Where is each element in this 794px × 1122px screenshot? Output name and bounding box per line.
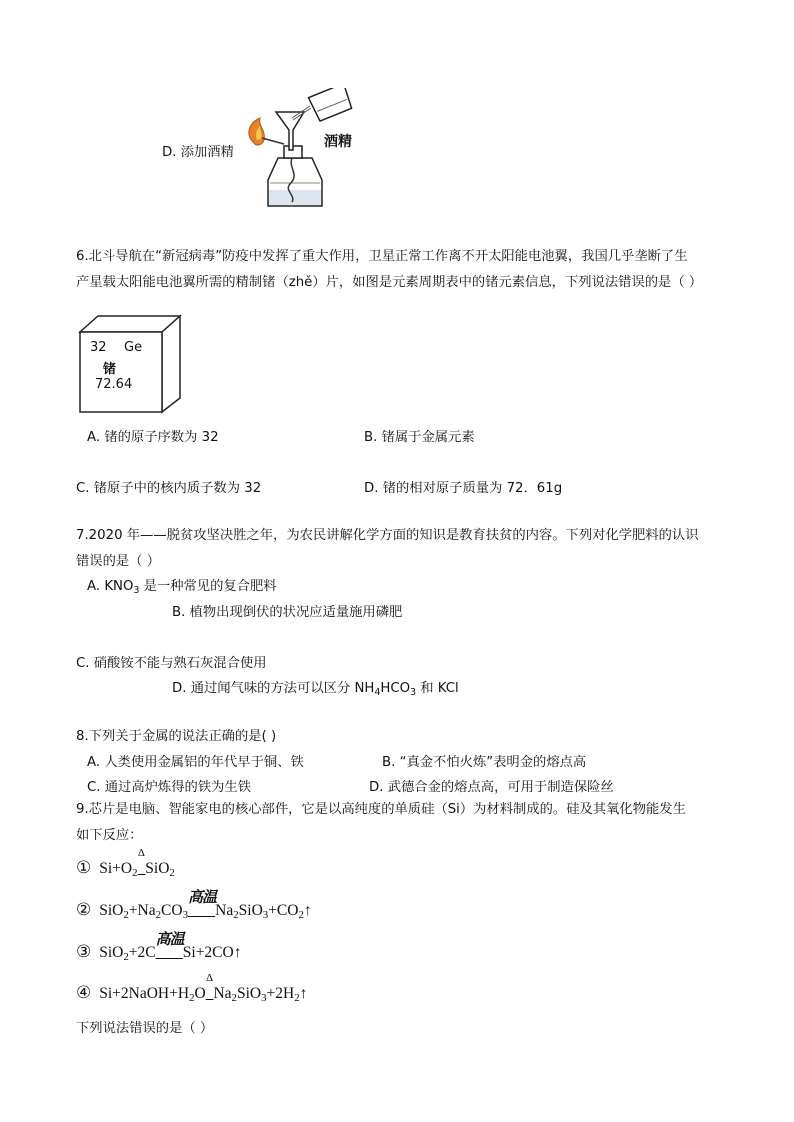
element-symbol: Ge (124, 340, 143, 355)
q6-option-b[interactable]: B. 锗属于金属元素 (364, 430, 475, 445)
q6-stem: 6.北斗导航在“新冠病毒”防疫中发挥了重大作用，卫星正常工作离不开太阳能电池翼，我国几乎垄断了生 产星载太阳能电池翼所需的精制锗（zhě）片，如图是元素周期表中的锗元素信息，下列说法错误的是（ ） (76, 249, 703, 290)
q7-option-b[interactable]: B. 植物出现倒伏的状况应适量施用磷肥 (172, 605, 403, 620)
q7-option-d[interactable]: D. 通过闻气味的方法可以区分 $NH_4HCO_3$ 和 KCl (172, 681, 459, 698)
q8-option-b[interactable]: B. “真金不怕火炼”表明金的熔点高 (382, 755, 587, 770)
q8-option-d[interactable]: D. 武德合金的熔点高，可用于制造保险丝 (369, 780, 614, 795)
q9-stem: 9.芯片是电脑、智能家电的核心部件，它是以高纯度的单质硅（Si）为材料制成的。硅及其氧化物能发生 如下反应： (76, 802, 686, 843)
reaction-2: ② $SiO_2+Na_2CO_3$ 高温 $Na_2SiO_3+CO_2↑$ (76, 890, 312, 921)
q8-option-c[interactable]: C. 通过高炉炼得的铁为生铁 (87, 780, 252, 795)
q6-option-c[interactable]: C. 锗原子中的核内质子数为 32 (76, 481, 262, 496)
reaction-3: ③ SiO$_2$+2C 高温 Si+2CO↑ (76, 932, 242, 963)
q6-option-d[interactable]: D. 锗的相对原子质量为 72．61g (364, 481, 563, 496)
reaction-4: ④ $Si+2NaOH+H_2O$ Δ $Na_2SiO_3+2H_2↑$ (76, 972, 308, 1004)
element-name: 锗 (103, 362, 117, 377)
element-mass: 72.64 (95, 377, 133, 392)
flame-icon (249, 118, 264, 145)
q6-option-a[interactable]: A. 锗的原子序数为 32 (87, 430, 219, 445)
q5-option-d[interactable]: D. 添加酒精 (162, 145, 234, 160)
q7-option-a[interactable]: A. $KNO_3$ 是一种常见的复合肥料 (87, 579, 277, 596)
q8-stem: 8.下列关于金属的说法正确的是( ) (76, 729, 277, 744)
germanium-element-card (78, 314, 184, 414)
q9-question: 下列说法错误的是（ ） (76, 1021, 214, 1036)
alcohol-label: 酒精 (324, 134, 352, 150)
reaction-1: ① $Si+O_2$ Δ SiO$_2$ (76, 847, 175, 879)
q7-stem: 7.2020 年——脱贫攻坚决胜之年，为农民讲解化学方面的知识是教育扶贫的内容。下列对化学肥料的认识 错误的是（ ） (76, 528, 699, 569)
element-number: 32 (90, 340, 107, 355)
alcohol-lamp-illustration (240, 88, 380, 218)
q8-option-a[interactable]: A. 人类使用金属铝的年代早于铜、铁 (87, 755, 304, 770)
q7-option-c[interactable]: C. 硝酸铵不能与熟石灰混合使用 (76, 656, 267, 671)
